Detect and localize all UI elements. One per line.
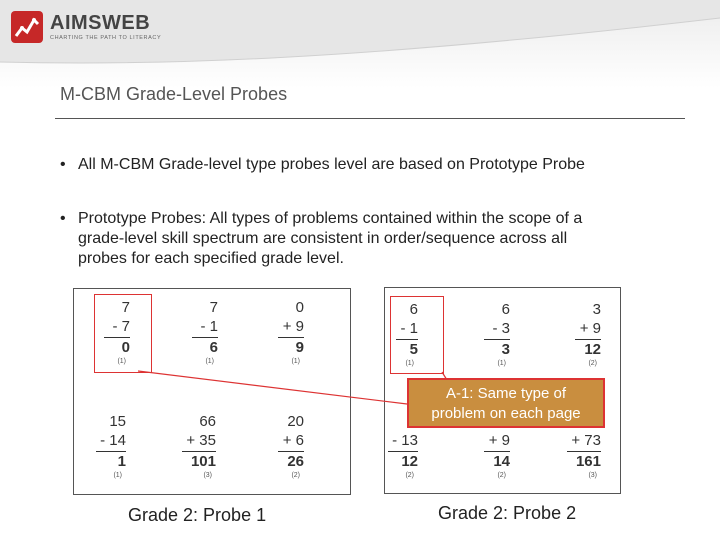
problem-operand: - 13 [392,432,418,449]
problem-operand: + 9 [282,318,304,335]
problem-top-number: 3 [592,301,601,318]
problem-operand: - 1 [200,318,218,335]
problem-score: (1) [291,358,300,365]
problem-score: (2) [291,472,300,479]
probe-2-problem [541,302,601,377]
logo-mark-icon [10,10,44,44]
problem-score: (1) [117,358,126,365]
problem-answer: 12 [401,453,418,470]
problem-top-number: 66 [199,413,216,430]
problem-operand: + 9 [488,432,510,449]
problem-score: (1) [497,360,506,367]
problem-operand: - 7 [112,318,130,335]
problem-rule [484,451,510,452]
problem-answer: 101 [190,453,216,470]
problem-operand: + 73 [571,432,601,449]
problem-answer: 12 [584,341,601,358]
problem-rule [567,451,601,452]
problem-rule [575,339,601,340]
probe-1-caption: Grade 2: Probe 1 [128,505,267,525]
logo-wordmark: AIMSWEB [50,12,151,34]
callout-box [407,378,605,428]
probe-2-highlight-box [390,296,444,374]
problem-rule [278,451,304,452]
probe-1-problem [66,414,126,489]
problem-score: (2) [497,472,506,479]
problem-operand: + 6 [282,432,304,449]
problem-score: (1) [205,358,214,365]
problem-answer: 6 [209,339,218,356]
problem-rule [388,451,418,452]
problem-operand: - 1 [400,320,418,337]
problem-answer: 3 [501,341,510,358]
problem-rule [96,451,126,452]
aimsweb-logo [10,10,180,46]
problem-top-number: 0 [295,299,304,316]
problem-rule [484,339,510,340]
problem-answer: 26 [287,453,304,470]
problem-rule [182,451,216,452]
problem-answer: 0 [121,339,130,356]
problem-top-number: 7 [121,299,130,316]
probe-1-problem [156,414,216,489]
problem-rule [192,337,218,338]
problem-rule [278,337,304,338]
problem-score: (3) [203,472,212,479]
problem-score: (1) [405,360,414,367]
probe-1-problem [158,300,218,375]
bullet-line: grade-level skill spectrum are consistent in order/sequence across all [78,230,568,247]
problem-top-number: 6 [501,301,510,318]
problem-answer: 161 [575,453,601,470]
problem-score: (2) [588,360,597,367]
problem-top-number: 15 [109,413,126,430]
problem-operand: + 35 [186,432,216,449]
probe-2-caption: Grade 2: Probe 2 [438,503,577,523]
problem-answer: 5 [409,341,418,358]
problem-top-number: 20 [287,413,304,430]
bullet-dot: • [60,210,66,227]
problem-answer: 1 [117,453,126,470]
callout-line: problem on each page [431,405,581,422]
probe-1-highlight-box [94,294,152,373]
title-divider [55,118,685,119]
bullet-line: All M-CBM Grade-level type probes level are based on Prototype Probe [78,156,585,173]
problem-score: (3) [588,472,597,479]
problem-operand: - 14 [100,432,126,449]
slide-title: M-CBM Grade-Level Probes [60,84,288,104]
problem-top-number: 7 [209,299,218,316]
problem-top-number: 6 [409,301,418,318]
problem-score: (1) [113,472,122,479]
probe-1-problem [244,300,304,375]
problem-operand: - 3 [492,320,510,337]
problem-answer: 14 [493,453,510,470]
problem-operand: + 9 [579,320,601,337]
problem-score: (2) [405,472,414,479]
problem-answer: 9 [295,339,304,356]
callout-line: A-1: Same type of [445,385,567,402]
probe-1-problem [244,414,304,489]
bullet-line: Prototype Probes: All types of problems contained within the scope of a [78,210,583,227]
bullet-dot: • [60,156,66,173]
logo-tagline: CHARTING THE PATH TO LITERACY [50,35,162,41]
probe-2-problem [450,302,510,377]
bullet-line: probes for each specified grade level. [78,250,344,267]
